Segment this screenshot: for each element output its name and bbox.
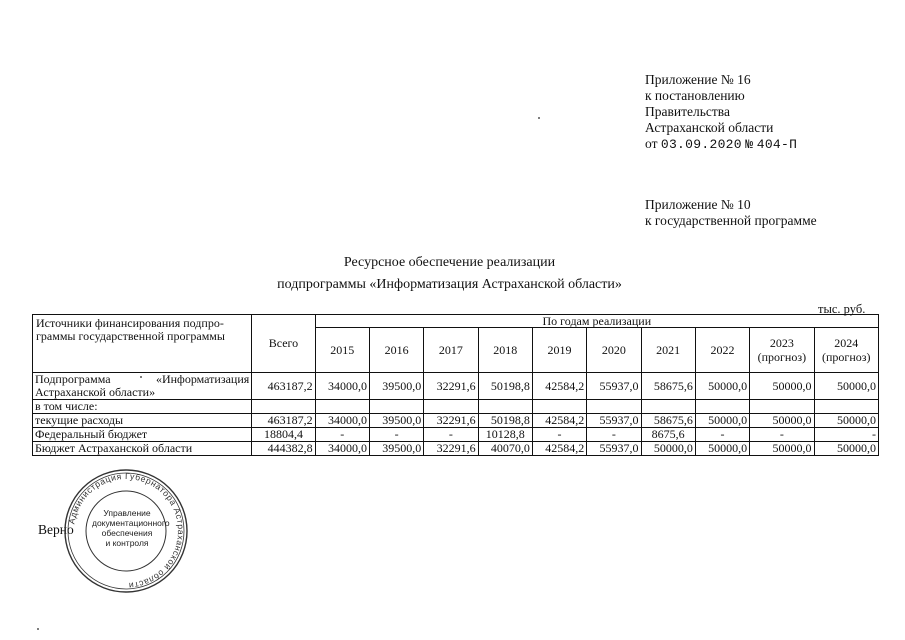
row-value: 58675,6 xyxy=(641,373,695,400)
header-years-group: По годам реализации xyxy=(315,315,878,328)
row-total: 444382,8 xyxy=(252,442,315,456)
row-name: в том числе: xyxy=(33,400,252,414)
row-empty-cell xyxy=(695,400,749,414)
row-name: Федеральный бюджет xyxy=(33,428,252,442)
header-total: Всего xyxy=(252,315,315,373)
header-year: 2018 xyxy=(478,328,532,373)
row-value: 50000,0 xyxy=(814,442,878,456)
seal-ring-text: Администрация Губернатора Астраханской области xyxy=(66,470,187,591)
table-row-current-expenses xyxy=(33,414,879,428)
row-value: 50000,0 xyxy=(695,442,749,456)
row-value: 34000,0 xyxy=(315,442,369,456)
row-value: 32291,6 xyxy=(424,442,478,456)
seal-center-line4: и контроля xyxy=(105,538,149,548)
annex-primary-block xyxy=(645,72,797,153)
header-year: 2024 (прогноз) xyxy=(814,328,878,373)
table-row-regional-budget xyxy=(33,442,879,456)
row-value: 50000,0 xyxy=(695,414,749,428)
header-source: Источники финансирования подпро-граммы государственной программы xyxy=(33,315,252,373)
annex-date: 03.09.2020 xyxy=(660,137,742,152)
row-value: 50198,8 xyxy=(478,414,532,428)
row-value: 34000,0 xyxy=(315,414,369,428)
row-empty-cell xyxy=(532,400,586,414)
seal-center-line3: обеспечения xyxy=(101,528,153,538)
row-empty-cell xyxy=(641,400,695,414)
row-empty-cell xyxy=(252,400,315,414)
financing-table xyxy=(32,314,879,456)
row-value: 34000,0 xyxy=(315,373,369,400)
annex-secondary-line2: к государственной программе xyxy=(645,213,817,228)
row-name: Бюджет Астраханской области xyxy=(33,442,252,456)
row-value: - xyxy=(814,428,878,442)
scan-speck xyxy=(538,117,540,119)
table-header-row-1 xyxy=(33,315,879,328)
scan-speck xyxy=(140,376,142,378)
document-title-line2: подпрограммы «Информатизация Астраханской области» xyxy=(277,277,622,292)
row-value: - xyxy=(315,428,369,442)
header-year: 2023 (прогноз) xyxy=(750,328,814,373)
row-empty-cell xyxy=(587,400,641,414)
row-value: 40070,0 xyxy=(478,442,532,456)
row-value: - xyxy=(750,428,814,442)
row-value: 58675,6 xyxy=(641,414,695,428)
row-value: 42584,2 xyxy=(532,373,586,400)
row-value: 50000,0 xyxy=(750,442,814,456)
annex-date-prefix: от xyxy=(645,136,658,151)
annex-primary-line1: Приложение № 16 xyxy=(645,72,751,87)
annex-primary-line3: Правительства xyxy=(645,104,730,119)
header-year: 2015 xyxy=(315,328,369,373)
row-value: - xyxy=(369,428,423,442)
row-empty-cell xyxy=(315,400,369,414)
row-name: текущие расходы xyxy=(33,414,252,428)
row-value: - xyxy=(695,428,749,442)
row-value: 50000,0 xyxy=(750,373,814,400)
row-value: 39500,0 xyxy=(369,414,423,428)
row-empty-cell xyxy=(369,400,423,414)
seal-center-line1: Управление xyxy=(103,508,151,518)
row-value: 55937,0 xyxy=(587,414,641,428)
row-total: 463187,2 xyxy=(252,373,315,400)
header-year: 2022 xyxy=(695,328,749,373)
row-total: 463187,2 xyxy=(252,414,315,428)
row-value: 50000,0 xyxy=(695,373,749,400)
row-value: 39500,0 xyxy=(369,442,423,456)
row-value: 42584,2 xyxy=(532,442,586,456)
header-year: 2020 xyxy=(587,328,641,373)
row-value: - xyxy=(587,428,641,442)
row-value: - xyxy=(532,428,586,442)
row-value: 10128,8 xyxy=(478,428,532,442)
annex-primary-line5 xyxy=(645,136,797,153)
header-year: 2019 xyxy=(532,328,586,373)
certified-true-label: Верно xyxy=(38,522,74,537)
header-year: 2021 xyxy=(641,328,695,373)
annex-secondary-line1: Приложение № 10 xyxy=(645,197,751,212)
row-name-right: «Информатизация xyxy=(155,372,250,386)
row-value: 39500,0 xyxy=(369,373,423,400)
row-value: 55937,0 xyxy=(587,442,641,456)
row-empty-cell xyxy=(424,400,478,414)
table-row-subprogram xyxy=(33,373,879,400)
row-empty-cell xyxy=(478,400,532,414)
scan-speck xyxy=(37,628,39,630)
row-value: 55937,0 xyxy=(587,373,641,400)
row-empty-cell xyxy=(814,400,878,414)
units-label: тыс. руб. xyxy=(818,302,866,316)
row-value: 50198,8 xyxy=(478,373,532,400)
row-value: 42584,2 xyxy=(532,414,586,428)
row-value: 8675,6 xyxy=(641,428,695,442)
annex-secondary-block xyxy=(645,197,817,229)
row-value: - xyxy=(424,428,478,442)
row-total: 18804,4 xyxy=(252,428,315,442)
annex-number: 404-П xyxy=(756,137,798,152)
row-value: 50000,0 xyxy=(814,414,878,428)
seal-center-line2: документационного xyxy=(92,518,170,528)
row-value: 50000,0 xyxy=(641,442,695,456)
table-row-including xyxy=(33,400,879,414)
table-row-federal-budget xyxy=(33,428,879,442)
annex-primary-line4: Астраханской области xyxy=(645,120,774,135)
document-title-line1: Ресурсное обеспечение реализации xyxy=(343,255,556,270)
header-year: 2017 xyxy=(424,328,478,373)
header-year: 2016 xyxy=(369,328,423,373)
annex-primary-line2: к постановлению xyxy=(645,88,745,103)
row-value: 32291,6 xyxy=(424,414,478,428)
row-value: 50000,0 xyxy=(814,373,878,400)
row-value: 50000,0 xyxy=(750,414,814,428)
annex-number-sign: № xyxy=(745,137,754,152)
row-value: 32291,6 xyxy=(424,373,478,400)
row-name-left: Подпрограмма xyxy=(35,372,111,386)
seal-center-text xyxy=(92,508,170,548)
row-name-line2: Астраханской области» xyxy=(35,385,156,399)
row-empty-cell xyxy=(750,400,814,414)
row-name xyxy=(33,373,252,400)
